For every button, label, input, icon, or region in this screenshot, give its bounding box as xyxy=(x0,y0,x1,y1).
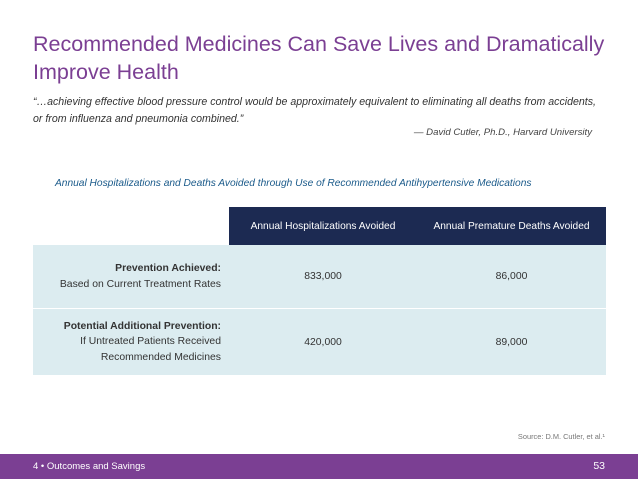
table-caption: Annual Hospitalizations and Deaths Avoided through Use of Recommended Antihypertensive Medications xyxy=(55,178,532,189)
table-row xyxy=(33,309,606,376)
cell-hospitalizations: 833,000 xyxy=(229,245,417,309)
table-header-row xyxy=(33,207,606,245)
page-number: 53 xyxy=(593,460,605,472)
data-table xyxy=(33,207,606,375)
quote-attribution: — David Cutler, Ph.D., Harvard University xyxy=(413,127,592,138)
row-label-line: Recommended Medicines xyxy=(100,351,221,363)
row-label-bold: Potential Additional Prevention: xyxy=(63,320,221,332)
cell-deaths: 86,000 xyxy=(417,245,606,309)
table-row xyxy=(33,245,606,309)
footer-section: 4 • Outcomes and Savings xyxy=(33,461,146,472)
cell-hospitalizations: 420,000 xyxy=(229,309,417,376)
cell-deaths: 89,000 xyxy=(417,309,606,376)
row-label-line: If Untreated Patients Received xyxy=(80,336,221,348)
header-deaths: Annual Premature Deaths Avoided xyxy=(417,207,606,245)
header-hospitalizations: Annual Hospitalizations Avoided xyxy=(229,207,417,245)
quote-text: “…achieving effective blood pressure control would be approximately equivalent to eliminating all deaths from accidents, or from influenza and pneumonia combined.” xyxy=(33,96,596,125)
row-label-bold: Prevention Achieved: xyxy=(115,263,221,274)
row-label-line: Based on Current Treatment Rates xyxy=(59,278,221,290)
footer-bar xyxy=(0,454,638,479)
row-label xyxy=(33,245,229,309)
slide-title: Recommended Medicines Can Save Lives and Dramatically Improve Health xyxy=(33,32,605,84)
source-note: Source: D.M. Cutler, et al.¹ xyxy=(517,432,605,441)
header-empty-cell xyxy=(33,207,229,245)
row-label xyxy=(33,309,229,376)
